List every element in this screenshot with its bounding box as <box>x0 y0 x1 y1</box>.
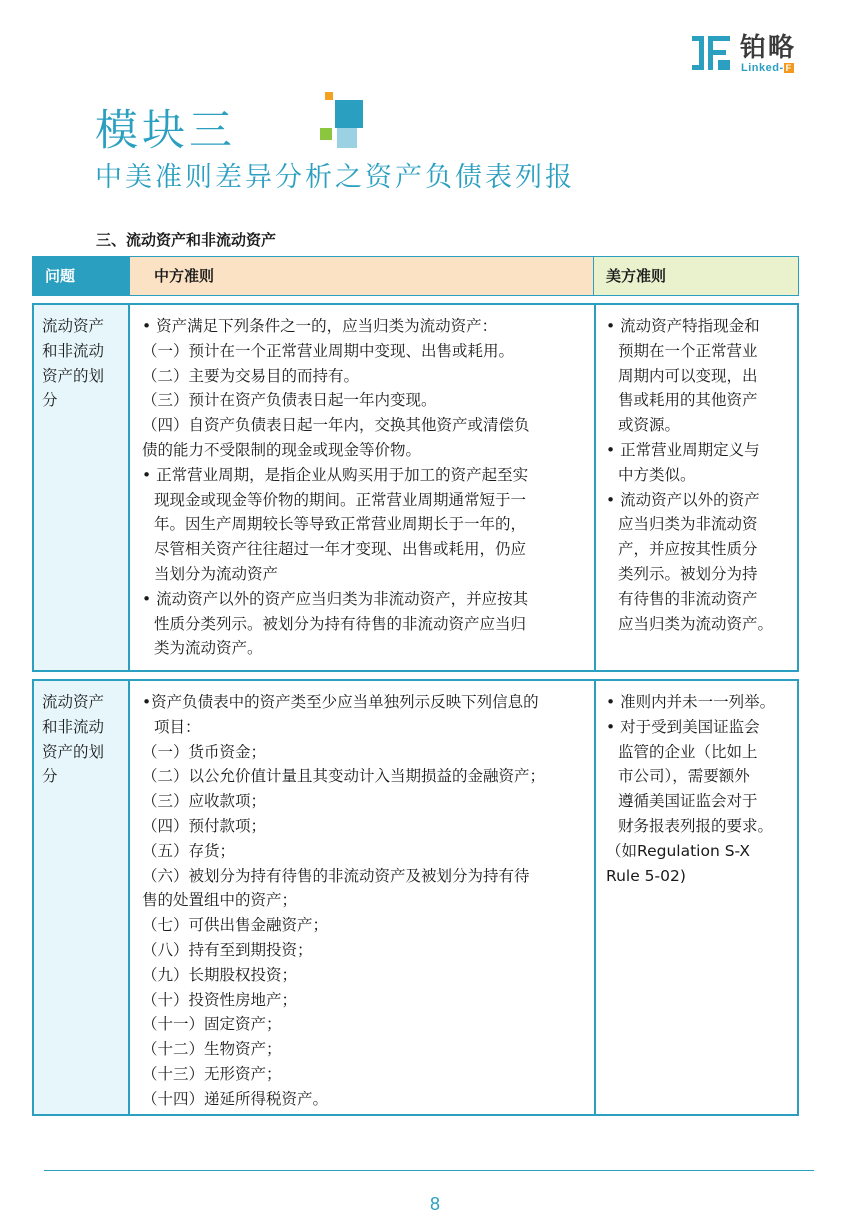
text-line: • 流动资产以外的资产 <box>606 490 760 509</box>
text-line: （三）应收款项； <box>142 792 267 811</box>
table-row <box>32 679 799 1116</box>
text-line: （一）货币资金； <box>142 742 267 761</box>
text-line: 周期内可以变现，出 <box>618 366 758 385</box>
text-line: • 资产满足下列条件之一的，应当归类为流动资产： <box>142 317 498 335</box>
decor-square <box>335 100 363 128</box>
text-line: （十二）生物资产； <box>142 1040 282 1059</box>
text-line: （二）主要为交易目的而持有。 <box>142 366 360 385</box>
text-line: • 对于受到美国证监会 <box>606 717 760 736</box>
text-line: （十一）固定资产； <box>142 1015 282 1034</box>
text-line: （三）预计在资产负债表日起一年内变现。 <box>142 391 437 410</box>
text-line: （四）自资产负债表日起一年内，交换其他资产或清偿负 <box>142 416 530 435</box>
text-line: 和非流动 <box>42 341 105 360</box>
text-line: 类为流动资产。 <box>154 639 263 658</box>
brand-logo-icon <box>692 34 732 74</box>
text-line: 中方类似。 <box>618 465 696 484</box>
brand-logo <box>692 34 812 74</box>
text-line: 有待售的非流动资产 <box>618 589 758 608</box>
text-line: （四）预付款项； <box>142 816 267 835</box>
text-line: （十四）递延所得税资产。 <box>142 1089 329 1108</box>
table-row <box>32 303 799 672</box>
text-line: 当划分为流动资产 <box>154 564 279 583</box>
text-line: 遵循美国证监会对于 <box>618 792 758 811</box>
text-line: 性质分类列示。被划分为持有待售的非流动资产应当归 <box>154 614 527 633</box>
text-line: （八）持有至到期投资； <box>142 940 313 959</box>
text-line: （五）存货； <box>142 841 236 860</box>
text-line: （如Regulation S-X <box>606 841 750 860</box>
text-line: 流动资产 <box>42 693 105 711</box>
decor-square <box>325 92 333 100</box>
text-line: 现现金或现金等价物的期间。正常营业周期通常短于一 <box>154 490 527 509</box>
text-line: 年。因生产周期较长等导致正常营业周期长于一年的， <box>154 515 527 534</box>
text-line: 产，并应按其性质分 <box>618 540 758 559</box>
text-line: • 流动资产特指现金和 <box>606 317 760 335</box>
text-line: 监管的企业（比如上 <box>618 742 758 761</box>
text-line: 分 <box>42 767 58 786</box>
text-line: 类列示。被划分为持 <box>618 564 758 583</box>
text-line: （九）长期股权投资； <box>142 965 298 984</box>
text-line: 债的能力不受限制的现金或现金等价物。 <box>142 440 422 459</box>
text-line: •资产负债表中的资产类至少应当单独列示反映下列信息的 <box>142 693 539 711</box>
text-line: • 正常营业周期，是指企业从购买用于加工的资产起至实 <box>142 465 529 484</box>
text-line: • 准则内并未一一列举。 <box>606 693 776 711</box>
text-line: 尽管相关资产往往超过一年才变现、出售或耗用，仍应 <box>154 540 527 559</box>
us-standard-cell <box>596 305 797 670</box>
us-standard-cell <box>596 681 797 1114</box>
text-line: （十）投资性房地产； <box>142 990 298 1009</box>
text-line: 应当归类为非流动资 <box>618 515 758 534</box>
header-us-standard: 美方准则 <box>594 256 799 296</box>
text-line: 和非流动 <box>42 717 105 736</box>
text-line: 预期在一个正常营业 <box>618 341 758 360</box>
question-cell <box>34 305 130 670</box>
cn-standard-cell <box>130 681 596 1114</box>
text-line: 资产的划 <box>42 366 105 385</box>
text-line: 或资源。 <box>618 416 681 435</box>
text-line: 售的处置组中的资产； <box>142 891 298 910</box>
text-line: Rule 5-02) <box>606 866 686 885</box>
decor-square <box>320 128 332 140</box>
text-line: 应当归类为流动资产。 <box>618 614 774 633</box>
text-line: 财务报表列报的要求。 <box>618 816 774 835</box>
header-cn-standard: 中方准则 <box>130 256 594 296</box>
module-title: 模块三 <box>95 106 236 156</box>
text-line: 项目： <box>154 717 201 736</box>
module-subtitle: 中美准则差异分析之资产负债表列报 <box>95 162 575 193</box>
brand-name-en: Linked- F <box>741 62 792 74</box>
footer-divider <box>44 1170 814 1171</box>
text-line: • 正常营业周期定义与 <box>606 440 760 459</box>
text-line: 资产的划 <box>42 742 105 761</box>
text-line: 售或耗用的其他资产 <box>618 391 758 410</box>
text-line: （六）被划分为持有待售的非流动资产及被划分为持有待 <box>142 866 530 885</box>
decor-square <box>337 128 357 148</box>
section-heading: 三、流动资产和非流动资产 <box>96 231 277 249</box>
text-line: 流动资产 <box>42 317 105 335</box>
text-line: （一）预计在一个正常营业周期中变现、出售或耗用。 <box>142 341 515 360</box>
text-line: （七）可供出售金融资产； <box>142 916 329 935</box>
cn-standard-cell <box>130 305 596 670</box>
text-line: 分 <box>42 391 58 410</box>
brand-name-cn: 铂略 <box>740 33 797 63</box>
text-line: （十三）无形资产； <box>142 1064 282 1083</box>
text-line: • 流动资产以外的资产应当归类为非流动资产，并应按其 <box>142 589 529 608</box>
text-line: 市公司），需要额外 <box>618 767 750 786</box>
question-cell <box>34 681 130 1114</box>
brand-badge: F <box>785 63 792 73</box>
page-number: 8 <box>429 1194 440 1214</box>
text-line: （二）以公允价值计量且其变动计入当期损益的金融资产； <box>142 767 546 786</box>
header-question: 问题 <box>32 256 130 296</box>
